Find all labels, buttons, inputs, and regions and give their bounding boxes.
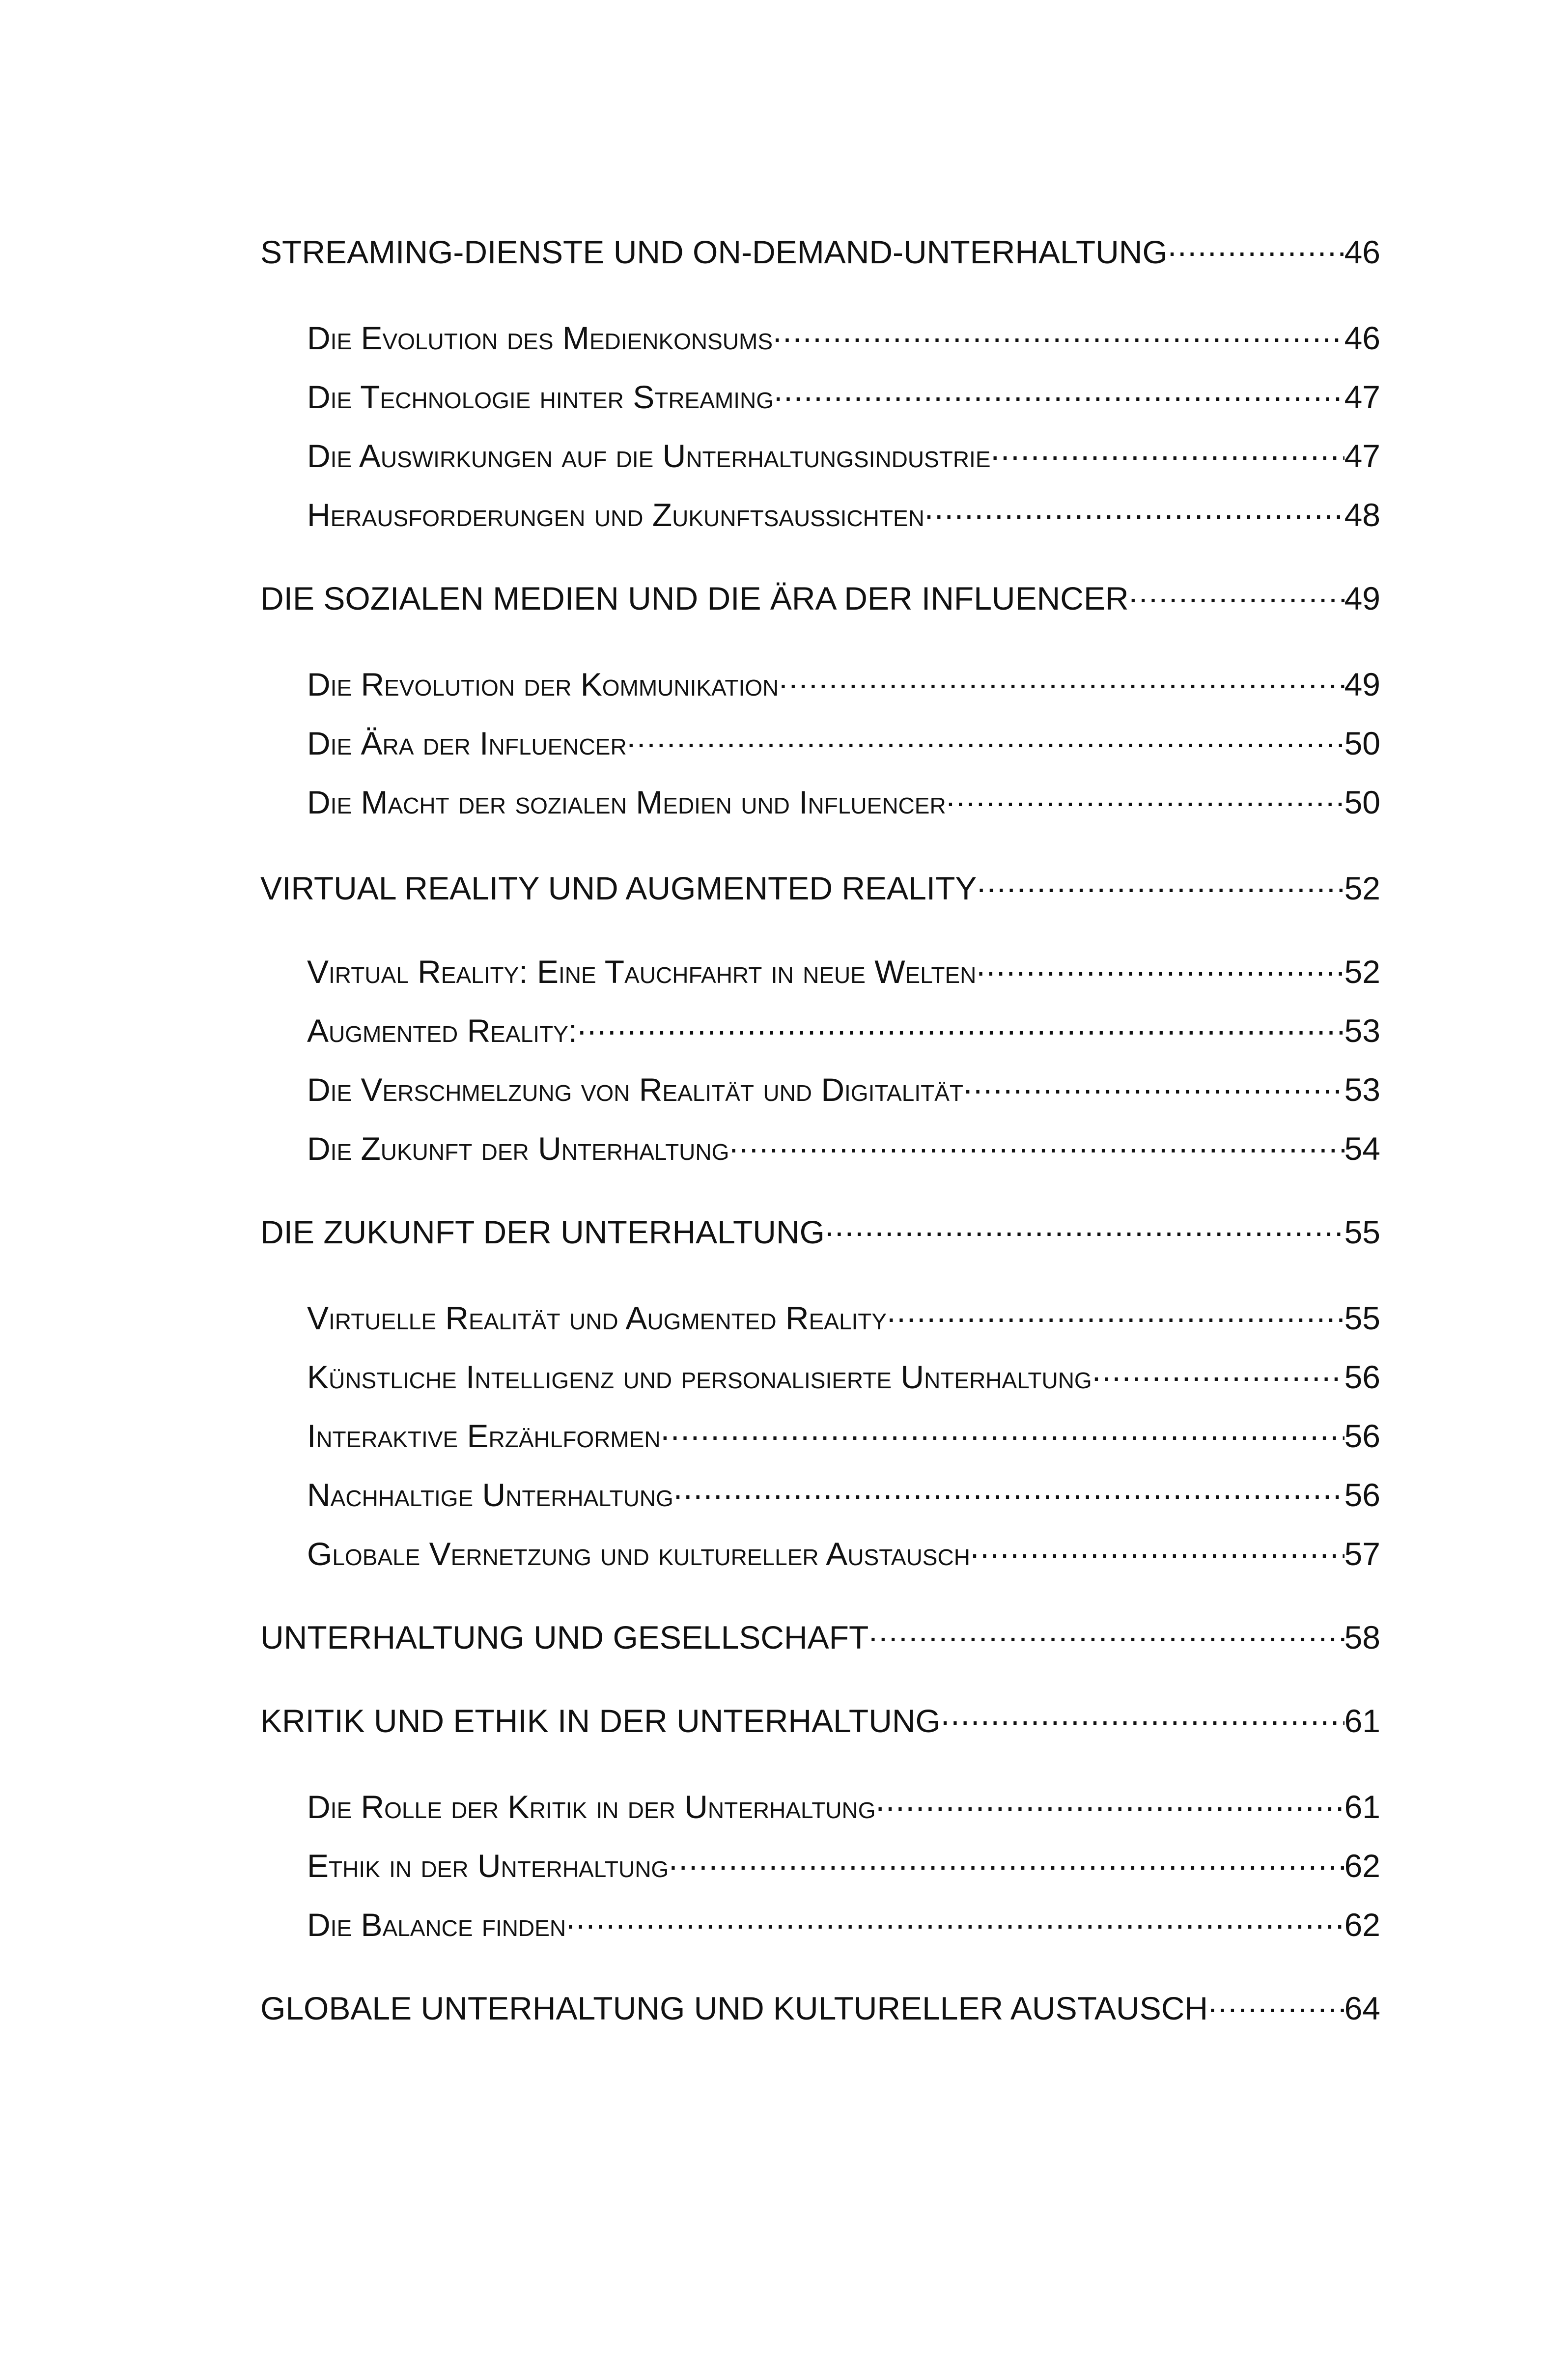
toc-page-number: 53 xyxy=(1344,1071,1380,1108)
toc-chapter-entry[interactable] xyxy=(260,1211,1380,1251)
toc-entry-title: Nachhaltige Unterhaltung xyxy=(307,1477,673,1513)
toc-page-number: 56 xyxy=(1344,1418,1380,1454)
toc-entry-title: DIE SOZIALEN MEDIEN UND DIE ÄRA DER INFLUENCER xyxy=(260,580,1129,617)
toc-entry-title: Interaktive Erzählformen xyxy=(307,1418,661,1454)
toc-page-number: 55 xyxy=(1344,1214,1380,1250)
toc-entry-title: GLOBALE UNTERHALTUNG UND KULTURELLER AUSTAUSCH xyxy=(260,1990,1208,2026)
toc-section-entry[interactable] xyxy=(307,1474,1380,1514)
toc-page-number: 64 xyxy=(1344,1990,1380,2026)
toc-page-number: 56 xyxy=(1344,1359,1380,1395)
toc-entry-title: Die Rolle der Kritik in der Unterhaltung xyxy=(307,1789,876,1825)
toc-entry-title: Globale Vernetzung und kultureller Austausch xyxy=(307,1536,970,1572)
toc-page-number: 61 xyxy=(1344,1703,1380,1739)
toc-section-entry[interactable] xyxy=(307,1845,1380,1884)
dot-leader xyxy=(976,951,1344,983)
dot-leader xyxy=(729,1127,1344,1160)
toc-chapter-entry[interactable] xyxy=(260,577,1380,617)
toc-section-entry[interactable] xyxy=(307,435,1380,475)
toc-page-number: 52 xyxy=(1344,954,1380,990)
dot-leader xyxy=(941,1700,1344,1732)
dot-leader xyxy=(779,663,1344,696)
toc-entry-title: Virtuelle Realität und Augmented Reality xyxy=(307,1300,887,1336)
dot-leader xyxy=(627,722,1344,755)
dot-leader xyxy=(774,376,1344,408)
toc-page-number: 47 xyxy=(1344,438,1380,474)
toc-entry-title: Die Auswirkungen auf die Unterhaltungsindustrie xyxy=(307,438,991,474)
toc-entry-title: Die Verschmelzung von Realität und Digitalität xyxy=(307,1071,963,1108)
toc-page-number: 58 xyxy=(1344,1619,1380,1656)
dot-leader xyxy=(1129,577,1344,610)
toc-entry-title: Die Zukunft der Unterhaltung xyxy=(307,1130,729,1167)
dot-leader xyxy=(977,867,1344,899)
dot-leader xyxy=(1092,1356,1344,1388)
toc-section-entry[interactable] xyxy=(307,1415,1380,1455)
toc-section-entry[interactable] xyxy=(307,951,1380,990)
dot-leader xyxy=(970,1533,1344,1565)
dot-leader xyxy=(1208,1987,1344,2020)
toc-section-entry[interactable] xyxy=(307,722,1380,762)
dot-leader xyxy=(991,435,1344,467)
toc-page-number: 55 xyxy=(1344,1300,1380,1336)
toc-entry-title: Die Evolution des Medienkonsums xyxy=(307,320,773,356)
dot-leader xyxy=(946,781,1344,814)
toc-page-number: 56 xyxy=(1344,1477,1380,1513)
toc-page-number: 46 xyxy=(1344,320,1380,356)
toc-section-entry[interactable] xyxy=(307,1786,1380,1825)
dot-leader xyxy=(924,494,1344,526)
dot-leader xyxy=(673,1474,1344,1506)
toc-entry-title: Künstliche Intelligenz und personalisierte Unterhaltung xyxy=(307,1359,1092,1395)
toc-page-number: 46 xyxy=(1344,234,1380,270)
toc-entry-title: Die Ära der Influencer xyxy=(307,725,627,761)
toc-chapter-entry[interactable] xyxy=(260,1616,1380,1656)
toc-page-number: 62 xyxy=(1344,1848,1380,1884)
toc-page-number: 61 xyxy=(1344,1789,1380,1825)
dot-leader xyxy=(566,1904,1344,1936)
toc-entry-title: Virtual Reality: Eine Tauchfahrt in neue Welten xyxy=(307,954,977,990)
toc-entry-title: UNTERHALTUNG UND GESELLSCHAFT xyxy=(260,1619,869,1656)
dot-leader xyxy=(868,1616,1344,1649)
toc-section-entry[interactable] xyxy=(307,376,1380,416)
toc-entry-title: Die Revolution der Kommunikation xyxy=(307,666,779,702)
toc-page-number: 47 xyxy=(1344,379,1380,415)
toc-page-number: 49 xyxy=(1344,580,1380,617)
dot-leader xyxy=(963,1068,1344,1101)
toc-entry-title: Die Macht der sozialen Medien und Influencer xyxy=(307,784,946,820)
toc-page-number: 62 xyxy=(1344,1907,1380,1943)
toc-section-entry[interactable] xyxy=(307,1356,1380,1396)
dot-leader xyxy=(1168,231,1344,263)
toc-section-entry[interactable] xyxy=(307,1127,1380,1167)
toc-entry-title: STREAMING-DIENSTE UND ON-DEMAND-UNTERHALTUNG xyxy=(260,234,1168,270)
dot-leader xyxy=(669,1845,1344,1877)
toc-section-entry[interactable] xyxy=(307,1068,1380,1108)
toc-section-entry[interactable] xyxy=(307,1904,1380,1943)
toc-entry-title: Die Balance finden xyxy=(307,1907,566,1943)
toc-section-entry[interactable] xyxy=(307,494,1380,533)
dot-leader xyxy=(876,1786,1344,1818)
toc-entry-title: Herausforderungen und Zukunftsaussichten xyxy=(307,497,924,533)
dot-leader xyxy=(661,1415,1344,1447)
toc-page-number: 48 xyxy=(1344,497,1380,533)
toc-entry-title: Die Technologie hinter Streaming xyxy=(307,379,774,415)
toc-section-entry[interactable] xyxy=(307,1533,1380,1572)
toc-page-number: 54 xyxy=(1344,1130,1380,1167)
toc-page-number: 49 xyxy=(1344,666,1380,702)
toc-section-entry[interactable] xyxy=(307,1297,1380,1337)
dot-leader xyxy=(825,1211,1344,1243)
toc-chapter-entry[interactable] xyxy=(260,1700,1380,1740)
toc-section-entry[interactable] xyxy=(307,781,1380,821)
toc-page-number: 53 xyxy=(1344,1012,1380,1049)
toc-entry-title: Augmented Reality: xyxy=(307,1012,578,1049)
toc-chapter-entry[interactable] xyxy=(260,867,1380,907)
dot-leader xyxy=(773,317,1344,349)
toc-section-entry[interactable] xyxy=(307,1010,1380,1049)
dot-leader xyxy=(887,1297,1344,1329)
toc-entry-title: VIRTUAL REALITY UND AUGMENTED REALITY xyxy=(260,870,977,906)
toc-chapter-entry[interactable] xyxy=(260,231,1380,271)
toc-chapter-entry[interactable] xyxy=(260,1987,1380,2027)
toc-entry-title: Ethik in der Unterhaltung xyxy=(307,1848,669,1884)
toc-page-number: 57 xyxy=(1344,1536,1380,1572)
toc-page-number: 52 xyxy=(1344,870,1380,906)
toc-entry-title: KRITIK UND ETHIK IN DER UNTERHALTUNG xyxy=(260,1703,941,1739)
toc-section-entry[interactable] xyxy=(307,663,1380,703)
dot-leader xyxy=(577,1010,1344,1042)
toc-page-number: 50 xyxy=(1344,784,1380,820)
toc-page-number: 50 xyxy=(1344,725,1380,761)
toc-entry-title: DIE ZUKUNFT DER UNTERHALTUNG xyxy=(260,1214,825,1250)
toc-section-entry[interactable] xyxy=(307,317,1380,357)
